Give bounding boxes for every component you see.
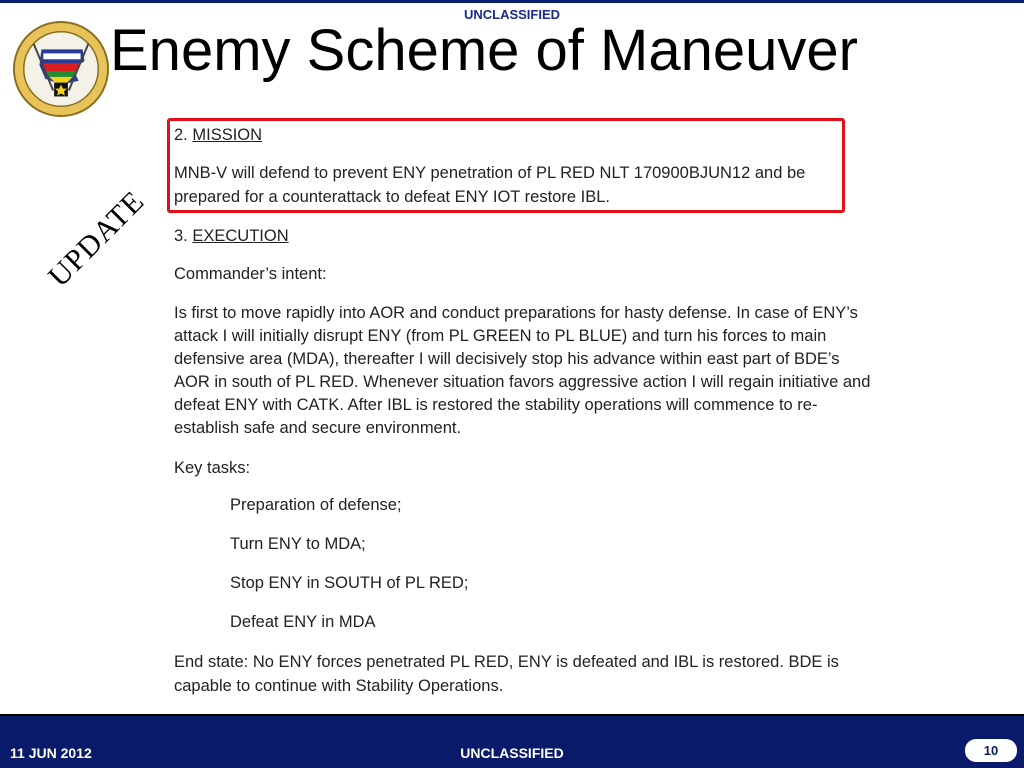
page-number-badge: 10 [965,739,1017,762]
intent-line-2: attack I will initially disrupt ENY (from PL GREEN to PL BLUE) and turn his forces to main [174,327,827,345]
mission-number: 2. [174,126,188,144]
footer-date: 11 JUN 2012 [10,745,92,761]
key-task-item: Defeat ENY in MDA [230,613,376,631]
intent-line-6: establish safe and secure environment. [174,419,462,437]
mission-line-2: prepared for a counterattack to defeat ENY IOT restore IBL. [174,188,610,206]
end-state-line-1: End state: No ENY forces penetrated PL RED, ENY is defeated and IBL is restored. BDE is [174,653,839,671]
intent-line-1: Is first to move rapidly into AOR and conduct preparations for hasty defense. In case of ENY’s [174,304,858,322]
intent-line-4: AOR in south of PL RED. Whenever situation favors aggressive action I will regain initiative and [174,373,871,391]
intent-line-5: defeat ENY with CATK. After IBL is restored the stability operations will commence to re- [174,396,818,414]
key-task-item: Stop ENY in SOUTH of PL RED; [230,574,469,592]
key-task-item: Turn ENY to MDA; [230,535,366,553]
commanders-intent-label: Commander’s intent: [174,265,327,283]
intent-line-3: defensive area (MDA), thereafter I will decisively stop his advance within east part of BDE’s [174,350,840,368]
page-title: Enemy Scheme of Maneuver [110,18,858,83]
footer-classification: UNCLASSIFIED [460,745,564,761]
classification-header: UNCLASSIFIED [463,7,561,22]
mission-heading-text: MISSION [192,126,263,144]
execution-heading-text: EXECUTION [192,227,289,245]
mission-line-1: MNB-V will defend to prevent ENY penetration of PL RED NLT 170900BJUN12 and be [174,164,806,182]
end-state-line-2: capable to continue with Stability Operations. [174,677,504,695]
execution-number: 3. [174,227,188,245]
update-stamp: UPDATE [42,184,151,294]
unit-seal-icon [12,20,110,118]
key-tasks-label: Key tasks: [174,459,251,477]
execution-heading [174,227,289,246]
top-band [0,0,1024,3]
mission-heading [174,126,262,145]
key-task-item: Preparation of defense; [230,496,402,514]
